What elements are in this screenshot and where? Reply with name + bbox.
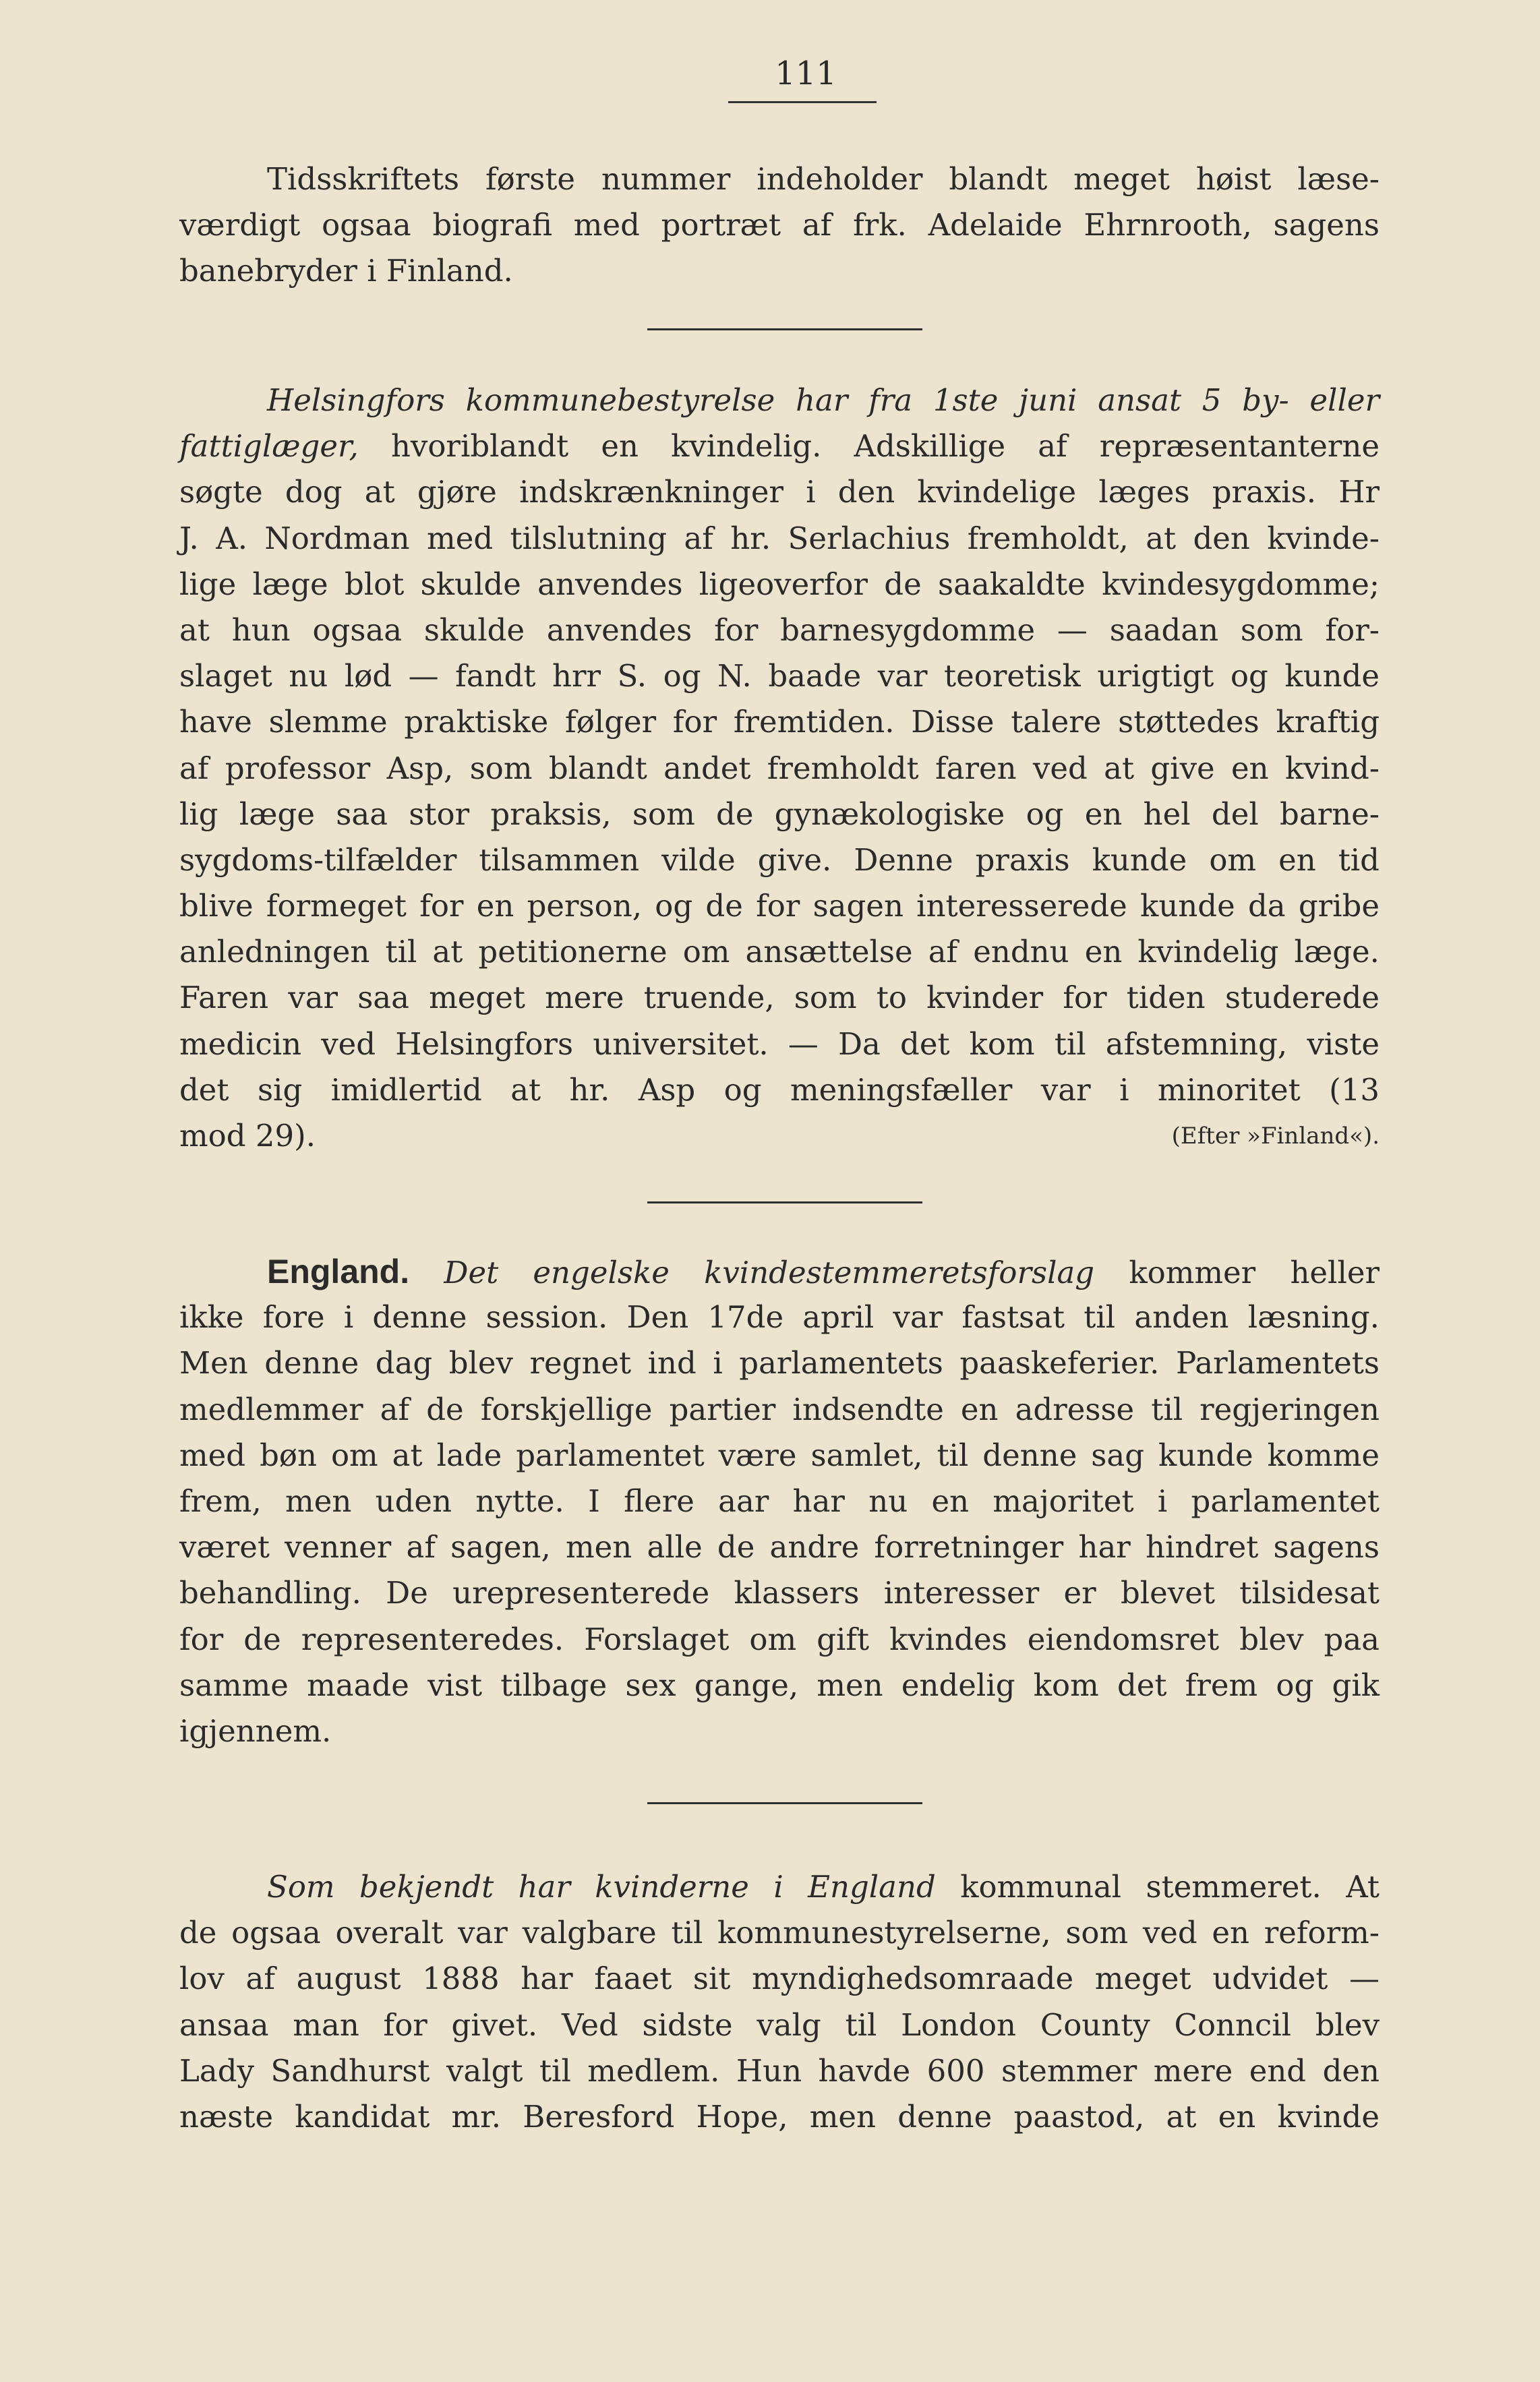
text-line: søgte dog at gjøre indskrænkninger i den kvindelige læges praxis. Hr xyxy=(179,474,1380,510)
page-number-rule xyxy=(728,101,877,103)
text-line: have slemme praktiske følger for fremtiden. Disse talere støttedes kraftig xyxy=(179,704,1380,740)
text-line: for de representeredes. Forslaget om gift kvindes eiendomsret blev paa xyxy=(179,1621,1380,1657)
section-heading: England. xyxy=(267,1253,410,1290)
text-line: frem, men uden nytte. I flere aar har nu en majoritet i parlamentet xyxy=(179,1483,1380,1519)
text-line: ansaa man for givet. Ved sidste valg til London County Conncil blev xyxy=(179,2006,1380,2043)
text-line: Som bekjendt har kvinderne i England kommunal stemmeret. At xyxy=(267,1869,1380,1905)
text-line: med bøn om at lade parlamentet være samlet, til denne sag kunde komme xyxy=(179,1437,1380,1473)
italic-term: Som bekjendt har kvinderne i England xyxy=(267,1869,936,1905)
text-line: England. Det engelske kvindestemmeretsforslag kommer heller xyxy=(267,1253,1380,1290)
text-line: blive formeget for en person, og de for sagen interesserede kunde da gribe xyxy=(179,888,1380,924)
page-number: 111 xyxy=(775,55,837,92)
paragraph-helsingfors xyxy=(179,378,1380,1159)
paragraph-kommunal-stemmeret xyxy=(179,1864,1380,2140)
italic-term: Det engelske kvindestemmeretsforslag xyxy=(444,1255,1095,1290)
text-line: banebryder i Finland. xyxy=(179,253,513,289)
text-line: været venner af sagen, men alle de andre forretninger har hindret sagens xyxy=(179,1529,1380,1566)
text-line: medlemmer af de forskjellige partier indsendte en adresse til regjeringen xyxy=(179,1391,1380,1427)
text-line: lige læge blot skulde anvendes ligeoverfor de saakaldte kvindesygdomme; xyxy=(179,566,1380,602)
text-line: Faren var saa meget mere truende, som to kvinder for tiden studerede xyxy=(179,980,1380,1016)
source-attribution: (Efter »Finland«). xyxy=(1171,1123,1380,1150)
text-line: at hun ogsaa skulde anvendes for barnesygdomme — saadan som for- xyxy=(179,612,1380,648)
section-divider xyxy=(647,1201,922,1203)
text-line: igjennem. xyxy=(179,1713,332,1749)
text-line: J. A. Nordman med tilslutning af hr. Serlachius fremholdt, at den kvinde- xyxy=(179,520,1380,556)
text-line: behandling. De urepresenterede klassers interesser er blevet tilsidesat xyxy=(179,1575,1380,1611)
section-divider xyxy=(647,328,922,330)
text-line: fattiglæger, hvoriblandt en kvindelig. Adskillige af repræsentanterne xyxy=(179,428,1380,465)
paragraph-journal-note xyxy=(179,156,1380,295)
text-line: sygdoms-tilfælder tilsammen vilde give. Denne praxis kunde om en tid xyxy=(179,841,1380,878)
text-line: samme maade vist tilbage sex gange, men endelig kom det frem og gik xyxy=(179,1667,1380,1703)
text-line: Helsingfors kommunebestyrelse har fra 1ste juni ansat 5 by- eller xyxy=(267,382,1380,418)
text-line: Lady Sandhurst valgt til medlem. Hun havde 600 stemmer mere end den xyxy=(179,2052,1380,2089)
text-line: de ogsaa overalt var valgbare til kommunestyrelserne, som ved en reform- xyxy=(179,1915,1380,1951)
text-line: ikke fore i denne session. Den 17de april var fastsat til anden læsning. xyxy=(179,1299,1380,1336)
paragraph-england xyxy=(179,1249,1380,1754)
text-line: næste kandidat mr. Beresford Hope, men denne paastod, at en kvinde xyxy=(179,2098,1380,2135)
italic-term: fattiglæger, xyxy=(179,428,359,465)
text-line: Tidsskriftets første nummer indeholder blandt meget høist læse- xyxy=(267,161,1380,197)
text-line: af professor Asp, som blandt andet fremholdt faren ved at give en kvind- xyxy=(179,750,1380,786)
text-line: det sig imidlertid at hr. Asp og meningsfæller var i minoritet (13 xyxy=(179,1071,1380,1108)
text-line: Men denne dag blev regnet ind i parlamentets paaskeferier. Parlamentets xyxy=(179,1345,1380,1381)
text-line: værdigt ogsaa biografi med portræt af frk. Adelaide Ehrnrooth, sagens xyxy=(179,207,1380,243)
text-line: anledningen til at petitionerne om ansættelse af endnu en kvindelig læge. xyxy=(179,934,1380,970)
text-line: lig læge saa stor praksis, som de gynækologiske og en hel del barne- xyxy=(179,796,1380,832)
text-line: mod 29). (Efter »Finland«). xyxy=(179,1113,1380,1159)
text-line: slaget nu lød — fandt hrr S. og N. baade var teoretisk urigtigt og kunde xyxy=(179,658,1380,694)
section-divider xyxy=(647,1802,922,1804)
text-line: lov af august 1888 har faaet sit myndighedsomraade meget udvidet — xyxy=(179,1961,1380,1997)
text-line: medicin ved Helsingfors universitet. — Da det kom til afstemning, viste xyxy=(179,1025,1380,1062)
